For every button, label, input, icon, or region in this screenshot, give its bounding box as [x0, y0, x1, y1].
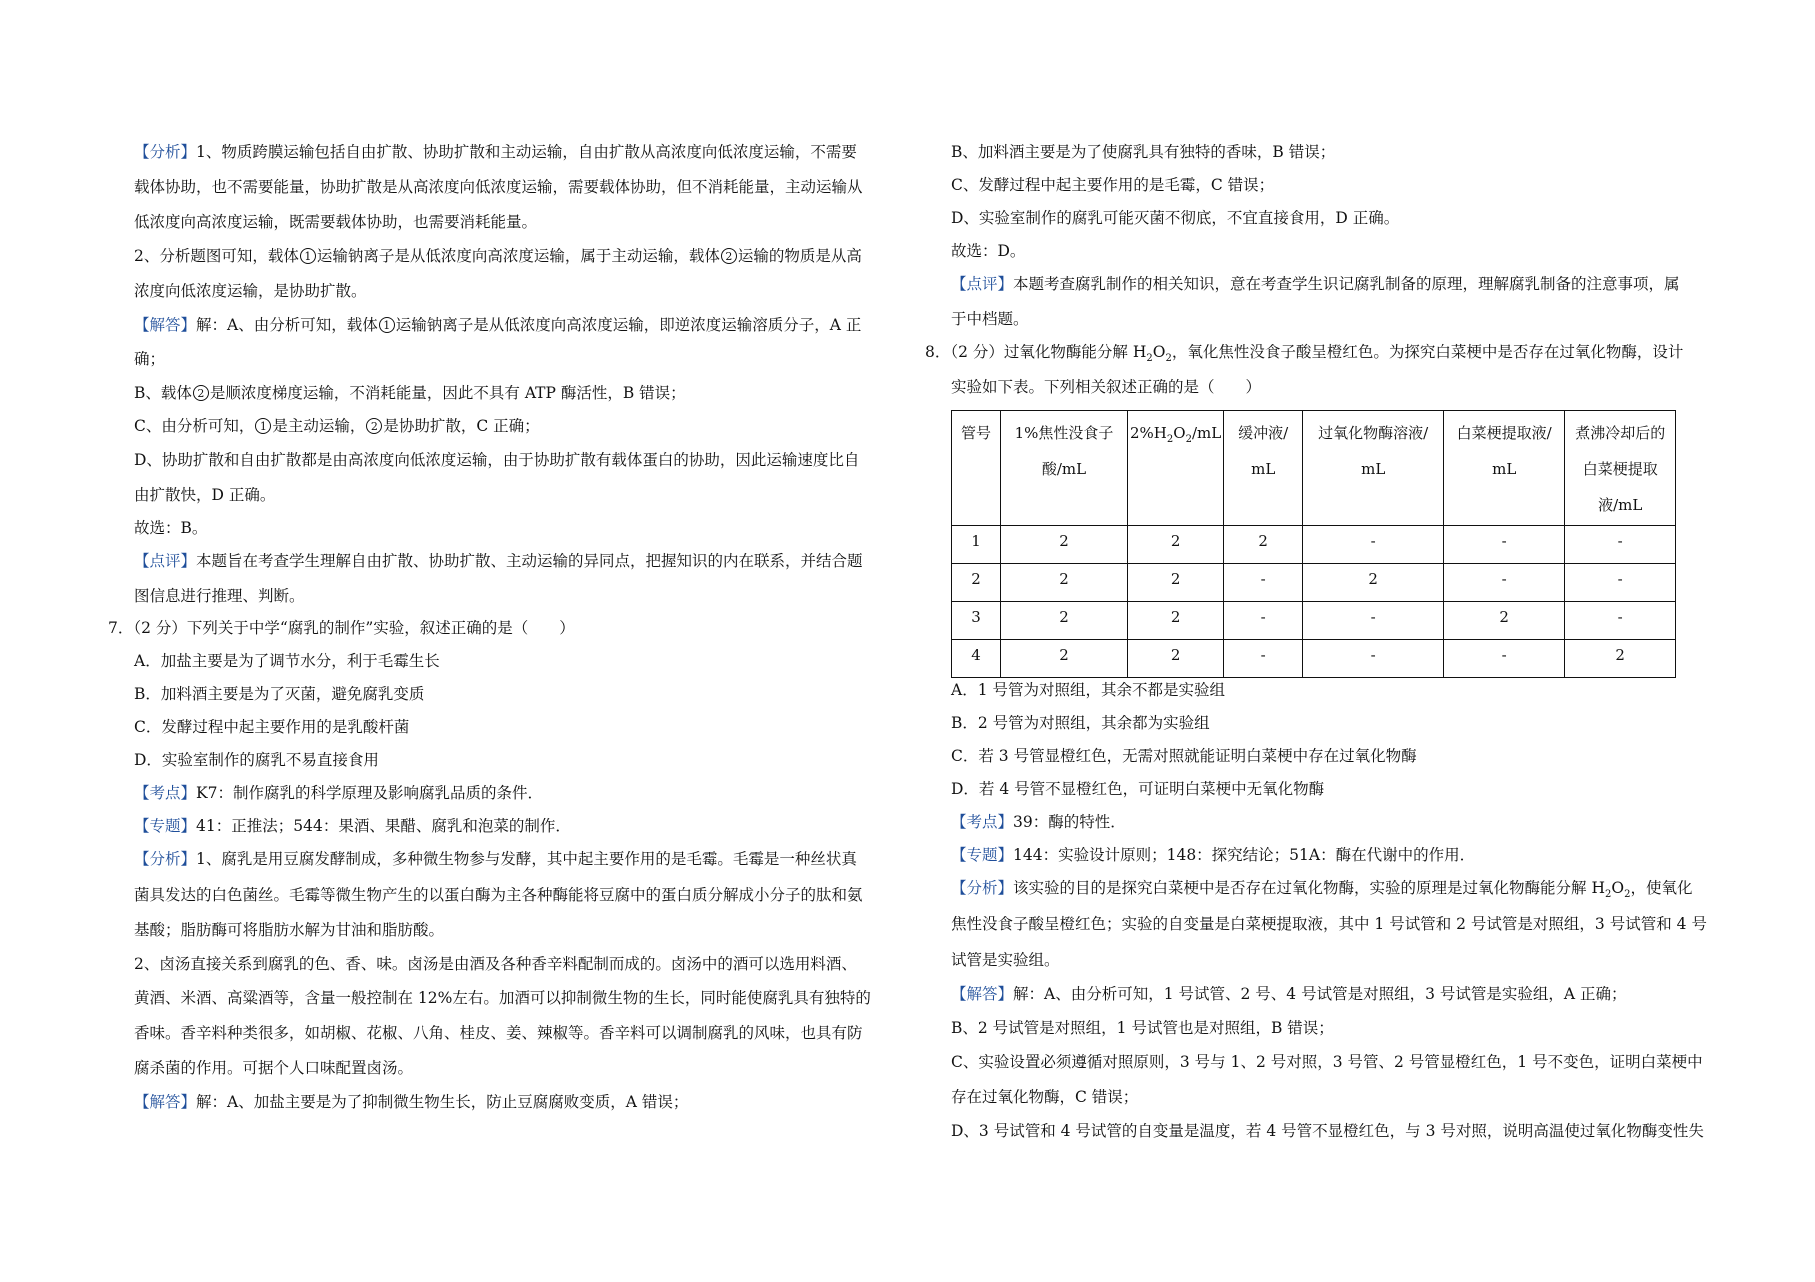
answer-tag: 【解答】: [134, 1093, 197, 1111]
text: 1、物质跨膜运输包括自由扩散、协助扩散和主动运输，自由扩散从高浓度向低浓度运输，不需要: [196, 143, 857, 161]
q7-comment-line-2: 于中档题。: [951, 310, 1029, 328]
q6-analysis-line-3: 低浓度向高浓度运输，既需要载体协助，也需要消耗能量。: [134, 213, 538, 231]
q7-kaodian: [134, 783, 543, 803]
q7-option-a: A．加盐主要是为了调节水分，利于毛霉生长: [134, 652, 440, 670]
text: 解：A、加盐主要是为了抑制微生物生长，防止豆腐腐败变质，A 错误；: [196, 1093, 689, 1111]
table-cell: -: [1303, 640, 1444, 678]
text: 运输的物质是从高: [737, 247, 862, 265]
text: 酸/mL: [1041, 460, 1087, 478]
table-cell: -: [1565, 602, 1676, 640]
q6-analysis-line-2: 载体协助，也不需要能量，协助扩散是从高浓度向低浓度运输，需要载体协助，但不消耗能量，主动运输从: [134, 178, 863, 196]
table-cell: 2: [1444, 602, 1565, 640]
analysis-tag: 【分析】: [134, 143, 197, 161]
text: 该实验的目的是探究白菜梗中是否存在过氧化物酶，实验的原理是过氧化物酶能分解 H: [1013, 879, 1605, 897]
header-pyrogallol: [1001, 411, 1128, 526]
comment-tag: 【点评】: [951, 275, 1014, 293]
text: 本题考查腐乳制作的相关知识，意在考查学生识记腐乳制备的原理，理解腐乳制备的注意事项，属: [1013, 275, 1680, 293]
q7-option-b: B．加料酒主要是为了灭菌，避免腐乳变质: [134, 685, 425, 703]
answer-tag: 【解答】: [134, 316, 197, 334]
q7-stem: 7．（2 分）下列关于中学“腐乳的制作”实验，叙述正确的是（ ）: [108, 619, 575, 637]
table-cell: 2: [1001, 564, 1128, 602]
header-h2o2: [1128, 411, 1224, 526]
table-cell: -: [1444, 640, 1565, 678]
table-cell: 4: [952, 640, 1001, 678]
table-cell: 2: [1128, 564, 1224, 602]
table-cell: -: [1565, 526, 1676, 564]
q7-analysis-p2-line-2: 黄酒、米酒、高粱酒等，含量一般控制在 12%左右。加酒可以抑制微生物的生长，同时能使腐乳具有独特的: [134, 989, 871, 1007]
circled-number-1: 1: [379, 317, 395, 333]
table-row: [952, 602, 1676, 640]
table-cell: -: [1303, 602, 1444, 640]
table-cell: -: [1303, 526, 1444, 564]
q6-comment-line-1: [134, 551, 863, 571]
table-cell: 2: [1001, 640, 1128, 678]
text: 是协助扩散，C 正确；: [383, 417, 540, 435]
circled-number-2: 2: [193, 385, 209, 401]
table-row: [952, 564, 1676, 602]
q6-analysis-p2-line-2: 浓度向低浓度运输，是协助扩散。: [134, 282, 367, 300]
circled-number-2: 2: [721, 248, 737, 264]
q8-option-d: D．若 4 号管不显橙红色，可证明白菜梗中无氧化物酶: [951, 780, 1325, 798]
text: 8．（2 分）过氧化物酶能分解 H: [925, 343, 1147, 361]
q8-option-b: B．2 号管为对照组，其余都为实验组: [951, 714, 1210, 732]
q8-experiment-table: [951, 410, 1676, 678]
header-cabbage-extract: [1444, 411, 1565, 526]
text: 运输钠离子是从低浓度向高浓度运输，属于主动运输，载体: [316, 247, 720, 265]
subscript: 2: [1166, 434, 1174, 445]
text: O: [1611, 879, 1625, 897]
text: 41：正推法；544：果酒、果醋、腐乳和泡菜的制作．: [196, 817, 571, 835]
q7-answer-c: C、发酵过程中起主要作用的是毛霉，C 错误；: [951, 176, 1275, 194]
text: 液/mL: [1598, 496, 1643, 514]
text: 144：实验设计原则；148：探究结论；51A：酶在代谢中的作用．: [1013, 846, 1476, 864]
q7-analysis-line-1: [134, 849, 857, 869]
text: C、由分析可知，: [134, 417, 255, 435]
kaodian-tag: 【考点】: [951, 813, 1014, 831]
q6-answer-c: [134, 416, 540, 436]
q7-analysis-line-2: 菌具发达的白色菌丝。毛霉等微生物产生的以蛋白酶为主各种酶能将豆腐中的蛋白质分解成小分子的肽和氨: [134, 886, 863, 904]
table-cell: 2: [1001, 602, 1128, 640]
q7-analysis-p2-line-4: 腐杀菌的作用。可据个人口味配置卤汤。: [134, 1059, 414, 1077]
table-cell: 1: [952, 526, 1001, 564]
table-cell: 2: [1224, 526, 1303, 564]
kaodian-tag: 【考点】: [134, 784, 197, 802]
q8-analysis-line-3: 试管是实验组。: [951, 951, 1060, 969]
text: 解：A、由分析可知，1 号试管、2 号、4 号试管是对照组，3 号试管是实验组，A 正确；: [1013, 985, 1627, 1003]
q7-answer-d: D、实验室制作的腐乳可能灭菌不彻底，不宜直接食用，D 正确。: [951, 209, 1400, 227]
q7-choice: 故选：D。: [951, 242, 1026, 260]
table-cell: -: [1444, 564, 1565, 602]
q8-answer-c-line-1: C、实验设置必须遵循对照原则，3 号与 1、2 号对照，3 号管、2 号管显橙红色，1 号不变色，证明白菜梗中: [951, 1053, 1703, 1071]
text: K7：制作腐乳的科学原理及影响腐乳品质的条件．: [196, 784, 543, 802]
header-boiled-extract: [1565, 411, 1676, 526]
q8-option-a: A．1 号管为对照组，其余不都是实验组: [951, 681, 1225, 699]
q8-zhuanti: [951, 845, 1475, 865]
answer-tag: 【解答】: [951, 985, 1014, 1003]
header-tube-no: [952, 411, 1001, 526]
circled-number-2: 2: [366, 418, 382, 434]
q6-answer-d-line-2: 由扩散快，D 正确。: [134, 486, 276, 504]
table-cell: -: [1224, 640, 1303, 678]
text: ，氧化焦性没食子酸呈橙红色。为探究白菜梗中是否存在过氧化物酶，设计: [1171, 343, 1684, 361]
q7-analysis-p2-line-1: 2、卤汤直接关系到腐乳的色、香、味。卤汤是由酒及各种香辛料配制而成的。卤汤中的酒可以选用料酒、: [134, 955, 857, 973]
header-buffer: [1224, 411, 1303, 526]
text: 2%H: [1130, 424, 1167, 442]
comment-tag: 【点评】: [134, 552, 197, 570]
text: 煮沸冷却后的: [1575, 424, 1666, 442]
text: 39：酶的特性．: [1013, 813, 1126, 831]
text: 运输钠离子是从低浓度向高浓度运输，即逆浓度运输溶质分子，A 正: [395, 316, 862, 334]
q7-answer-line-1: [134, 1092, 688, 1112]
q6-answer-b: [134, 383, 686, 403]
table-cell: 2: [1128, 640, 1224, 678]
header-peroxidase: [1303, 411, 1444, 526]
text: B、载体: [134, 384, 192, 402]
q6-analysis-line-1: [134, 142, 857, 162]
q8-option-c: C．若 3 号管显橙红色，无需对照就能证明白菜梗中存在过氧化物酶: [951, 747, 1417, 765]
table-cell: 2: [952, 564, 1001, 602]
subscript: 2: [1165, 353, 1172, 365]
analysis-tag: 【分析】: [134, 850, 197, 868]
q8-answer-d-line-1: D、3 号试管和 4 号试管的自变量是温度，若 4 号管不显橙红色，与 3 号对照，说明高温使过氧化物酶变性失: [951, 1122, 1704, 1140]
q8-analysis-line-2: 焦性没食子酸呈橙红色；实验的自变量是白菜梗提取液，其中 1 号试管和 2 号试管是对照组，3 号试管和 4 号: [951, 915, 1707, 933]
q8-stem-line-2: 实验如下表。下列相关叙述正确的是（ ）: [951, 378, 1262, 396]
text: 管号: [960, 424, 991, 442]
text: /mL: [1191, 424, 1222, 442]
table-header-row: [952, 411, 1676, 526]
q7-analysis-p2-line-3: 香味。香辛料种类很多，如胡椒、花椒、八角、桂皮、姜、辣椒等。香辛料可以调制腐乳的风味，也具有防: [134, 1024, 863, 1042]
text: O: [1173, 424, 1186, 442]
q7-option-c: C．发酵过程中起主要作用的是乳酸杆菌: [134, 718, 410, 736]
text: 本题旨在考查学生理解自由扩散、协助扩散、主动运输的异同点，把握知识的内在联系，并结合题: [196, 552, 863, 570]
q6-choice: 故选：B。: [134, 519, 208, 537]
table-cell: -: [1224, 564, 1303, 602]
circled-number-1: 1: [255, 418, 271, 434]
table-cell: -: [1224, 602, 1303, 640]
subscript: 2: [1185, 434, 1192, 445]
circled-number-1: 1: [300, 248, 316, 264]
table-cell: 2: [1128, 526, 1224, 564]
q6-analysis-p2-line-1: [134, 246, 862, 266]
q7-analysis-line-3: 基酸；脂肪酶可将脂肪水解为甘油和脂肪酸。: [134, 921, 445, 939]
zhuanti-tag: 【专题】: [951, 846, 1014, 864]
subscript: 2: [1624, 889, 1631, 901]
text: 白菜梗提取: [1582, 460, 1658, 478]
text: 解：A、由分析可知，载体: [196, 316, 378, 334]
text: 过氧化物酶溶液/: [1318, 424, 1429, 442]
text: mL: [1251, 460, 1276, 478]
q6-answer-line-1: [134, 315, 861, 335]
table-row: [952, 526, 1676, 564]
q7-answer-b: B、加料酒主要是为了使腐乳具有独特的香味，B 错误；: [951, 143, 1336, 161]
table-cell: 3: [952, 602, 1001, 640]
table-cell: 2: [1001, 526, 1128, 564]
q7-comment-line-1: [951, 274, 1680, 294]
text: 1、腐乳是用豆腐发酵制成，多种微生物参与发酵，其中起主要作用的是毛霉。毛霉是一种丝状真: [196, 850, 857, 868]
q7-option-d: D．实验室制作的腐乳不易直接食用: [134, 751, 379, 769]
q8-stem-line-1: [925, 342, 1683, 369]
analysis-tag: 【分析】: [951, 879, 1014, 897]
zhuanti-tag: 【专题】: [134, 817, 197, 835]
q8-kaodian: [951, 812, 1126, 832]
text: 是顺浓度梯度运输，不消耗能量，因此不具有 ATP 酶活性，B 错误；: [209, 384, 686, 402]
table-cell: -: [1565, 564, 1676, 602]
table-cell: -: [1444, 526, 1565, 564]
text: 白菜梗提取液/: [1456, 424, 1552, 442]
q8-answer-c-line-2: 存在过氧化物酶，C 错误；: [951, 1088, 1139, 1106]
text: 1%焦性没食子: [1014, 424, 1114, 442]
text: O: [1152, 343, 1166, 361]
table-cell: 2: [1565, 640, 1676, 678]
text: 2、分析题图可知，载体: [134, 247, 299, 265]
text: 是主动运输，: [272, 417, 366, 435]
table-row: [952, 640, 1676, 678]
table-cell: 2: [1128, 602, 1224, 640]
text: ，使氧化: [1630, 879, 1693, 897]
q8-answer-b: B、2 号试管是对照组，1 号试管也是对照组，B 错误；: [951, 1019, 1334, 1037]
q8-answer-line-1: [951, 984, 1627, 1004]
subscript: 2: [1146, 353, 1153, 365]
table-cell: 2: [1303, 564, 1444, 602]
q8-analysis-line-1: [951, 878, 1692, 905]
q7-zhuanti: [134, 816, 571, 836]
q6-answer-d-line-1: D、协助扩散和自由扩散都是由高浓度向低浓度运输，由于协助扩散有载体蛋白的协助，因此运输速度比自: [134, 451, 860, 469]
text: mL: [1492, 460, 1517, 478]
text: 缓冲液/: [1238, 424, 1289, 442]
q6-answer-line-2: 确；: [134, 350, 166, 368]
text: mL: [1361, 460, 1386, 478]
subscript: 2: [1604, 889, 1612, 901]
q6-comment-line-2: 图信息进行推理、判断。: [134, 587, 305, 605]
